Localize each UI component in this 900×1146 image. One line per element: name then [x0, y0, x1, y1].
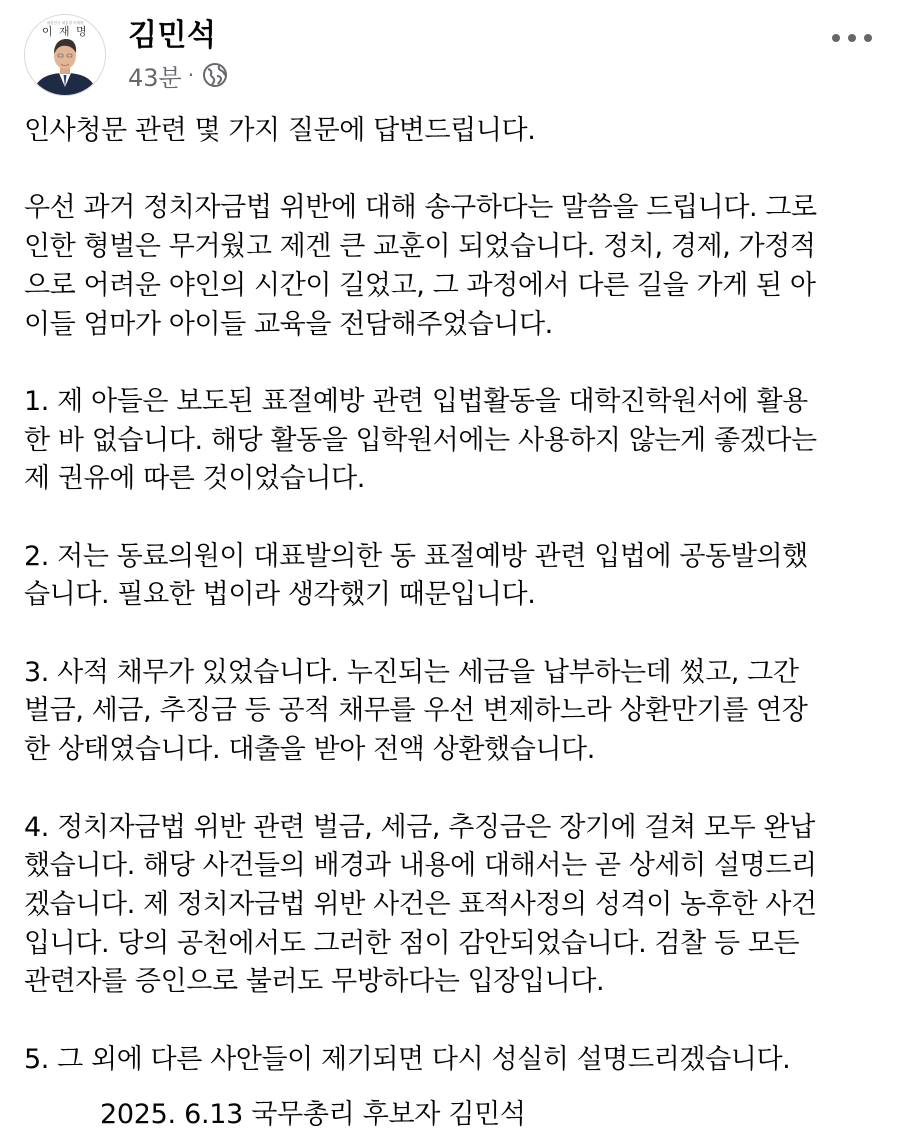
- post-line: 습니다. 필요한 법이라 생각했기 때문입니다.: [24, 579, 536, 611]
- post-paragraph: [24, 383, 874, 499]
- avatar[interactable]: [24, 14, 106, 96]
- post-signature: 2025. 6.13 국무총리 후보자 김민석: [100, 1099, 526, 1130]
- post-body: [24, 112, 874, 1118]
- meta-separator: ·: [187, 63, 195, 87]
- more-dots-icon: [832, 34, 840, 42]
- post-paragraph: [24, 809, 874, 1003]
- post-line: 겠습니다. 제 정치자금법 위반 사건은 표적사정의 성격이 농후한 사건: [24, 888, 817, 920]
- post-paragraph: [24, 112, 874, 151]
- post-line: 2. 저는 동료의원이 대표발의한 동 표절예방 관련 입법에 공동발의했: [24, 540, 808, 572]
- post-line: 인한 형벌은 무거웠고 제겐 큰 교훈이 되었습니다. 정치, 경제, 가정적: [24, 231, 816, 263]
- post-line: 으로 어려운 야인의 시간이 길었고, 그 과정에서 다른 길을 가게 된 아: [24, 269, 816, 301]
- post-timestamp[interactable]: 43분: [128, 63, 182, 92]
- post-line: 3. 사적 채무가 있었습니다. 누진되는 세금을 납부하는데 썼고, 그간: [24, 656, 799, 688]
- post-line: 한 상태였습니다. 대출을 받아 전액 상환했습니다.: [24, 734, 595, 766]
- more-dots-icon: [864, 34, 872, 42]
- avatar-label: 이 재 명: [41, 25, 89, 38]
- post-line: 입니다. 당의 공천에서도 그러한 점이 감안되었습니다. 검찰 등 모든: [24, 927, 800, 959]
- post-line: 4. 정치자금법 위반 관련 벌금, 세금, 추징금은 장기에 걸쳐 모두 완납: [24, 811, 815, 843]
- post-line: 5. 그 외에 다른 사안들이 제기되면 다시 성실히 설명드리겠습니다.: [24, 1043, 791, 1075]
- post-paragraph: [24, 654, 874, 770]
- post-line: 했습니다. 해당 사건들의 배경과 내용에 대해서는 곧 상세히 설명드리: [24, 850, 817, 882]
- post-meta: [128, 60, 228, 90]
- post-header: [24, 14, 876, 98]
- post-line: 벌금, 세금, 추징금 등 공적 채무를 우선 변제하느라 상환만기를 연장: [24, 695, 808, 727]
- post-paragraph: [24, 189, 874, 344]
- post-line: 이들 엄마가 아이들 교육을 전담해주었습니다.: [24, 308, 553, 340]
- more-dots-icon: [848, 34, 856, 42]
- post-line: 관련자를 증인으로 불러도 무방하다는 입장입니다.: [24, 966, 605, 998]
- more-options-button[interactable]: [832, 28, 872, 48]
- post-line: 한 바 없습니다. 해당 활동을 입학원서에는 사용하지 않는게 좋겠다는: [24, 424, 817, 456]
- post-line: 제 권유에 따른 것이었습니다.: [24, 463, 365, 495]
- globe-icon[interactable]: [202, 62, 228, 88]
- author-name[interactable]: 김민석: [128, 18, 217, 53]
- post-line: 우선 과거 정치자금법 위반에 대해 송구하다는 말씀을 드립니다. 그로: [24, 192, 817, 224]
- post-paragraph: [24, 1041, 874, 1080]
- post-line: 1. 제 아들은 보도된 표절예방 관련 입법활동을 대학진학원서에 활용: [24, 385, 808, 417]
- avatar-small-text: 대한민국 대통령 이재명: [46, 21, 84, 25]
- avatar-portrait: [25, 15, 105, 95]
- post-line: 인사청문 관련 몇 가지 질문에 답변드립니다.: [24, 115, 536, 146]
- post-paragraph: [24, 538, 874, 615]
